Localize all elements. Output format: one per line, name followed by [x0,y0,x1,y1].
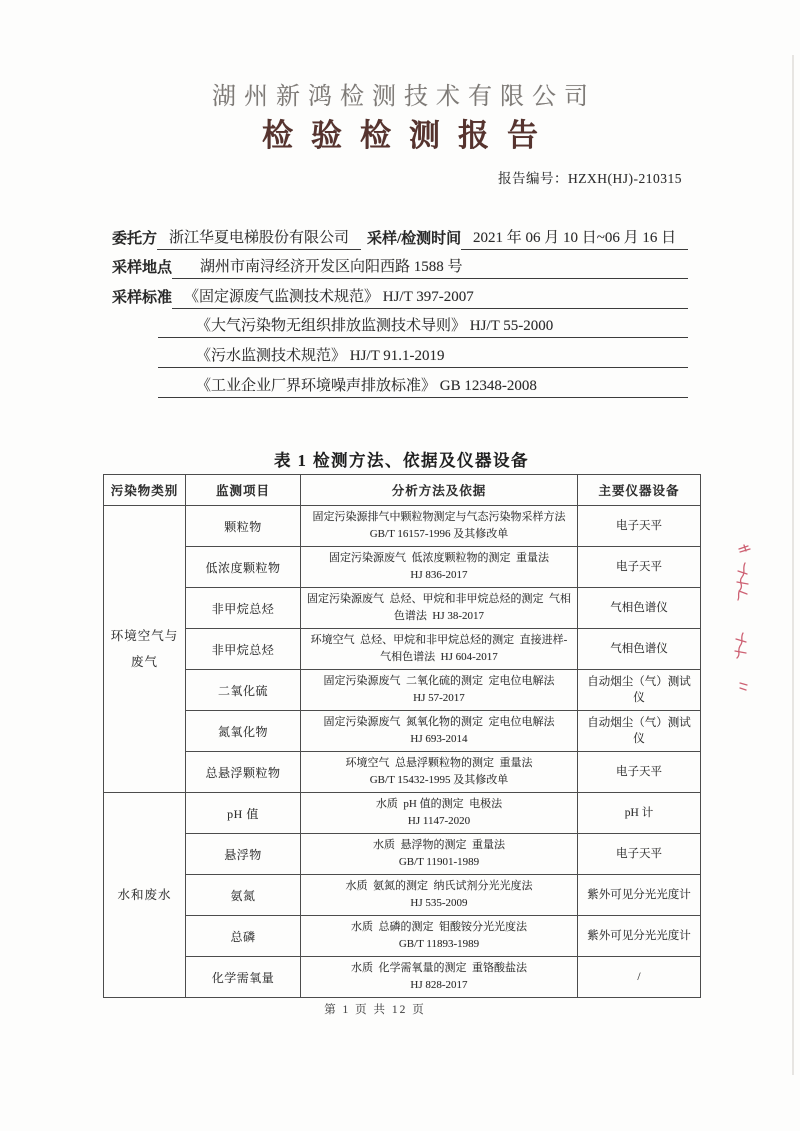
method-line-1: 固定污染源废气 氮氧化物的测定 定电位电解法 [323,715,555,728]
method-line-2: 气相色谱法 HJ 604-2017 [380,651,498,663]
col-header-pollutant-category: 污染物类别 [104,475,186,506]
client-label: 委托方 [112,230,158,247]
sampling-standard-4: 《工业企业厂界环境噪声排放标准》 GB 12348-2008 [158,374,688,398]
table-row [104,957,701,998]
method-line-1: 环境空气 总烃、甲烷和非甲烷总烃的测定 直接进样- [310,633,568,646]
method-cell [301,629,578,670]
item-cell: 氮氧化物 [186,711,301,752]
method-line-2: GB/T 16157-1996 及其修改单 [369,528,509,540]
method-cell [301,711,578,752]
item-cell: 非甲烷总烃 [186,588,301,629]
method-line-1: 固定污染源废气 二氧化硫的测定 定电位电解法 [323,674,555,687]
item-cell: 低浓度颗粒物 [186,547,301,588]
item-cell: 非甲烷总烃 [186,629,301,670]
method-line-1: 环境空气 总悬浮颗粒物的测定 重量法 [345,756,533,769]
item-cell: pH 值 [186,793,301,834]
table-row [104,793,701,834]
instrument-cell: 自动烟尘（气）测试仪 [578,670,701,711]
method-cell [301,670,578,711]
info-row-client-time [112,220,688,250]
table-row [104,752,701,793]
item-cell: 二氧化硫 [186,670,301,711]
table-row [104,834,701,875]
instrument-cell: 气相色谱仪 [578,588,701,629]
report-title: 检验检测报告 [262,118,556,153]
method-line-1: 水质 总磷的测定 钼酸铵分光光度法 [351,920,527,933]
table-row [104,629,701,670]
instrument-cell: 电子天平 [578,547,701,588]
method-line-2: HJ 535-2009 [410,897,468,909]
item-cell: 化学需氧量 [186,957,301,998]
method-line-1: 水质 悬浮物的测定 重量法 [373,838,505,851]
item-cell: 颗粒物 [186,506,301,547]
method-cell [301,547,578,588]
table-row [104,547,701,588]
table-row [104,875,701,916]
report-number-value: HZXH(HJ)-210315 [568,171,682,186]
col-header-monitoring-item: 监测项目 [186,475,301,506]
method-line-2: HJ 693-2014 [410,733,468,745]
table-row [104,588,701,629]
red-seal-mark [723,533,765,701]
instrument-cell: 自动烟尘（气）测试仪 [578,711,701,752]
method-line-1: 固定污染源废气 低浓度颗粒物的测定 重量法 [329,551,549,564]
method-cell [301,957,578,998]
category-cell: 环境空气与 废气 [104,506,186,793]
method-line-2: HJ 836-2017 [410,569,468,581]
method-cell [301,588,578,629]
report-number-label: 报告编号： [498,171,569,186]
sampling-location-value: 湖州市南浔经济开发区向阳西路 1588 号 [172,255,688,279]
method-line-2: HJ 1147-2020 [407,815,471,827]
method-line-1: 水质 pH 值的测定 电极法 [375,797,503,810]
sampling-standard-label: 采样标准 [112,289,173,306]
method-cell [301,916,578,957]
item-cell: 悬浮物 [186,834,301,875]
methods-table-body [104,506,701,998]
instrument-cell: / [578,957,701,998]
item-cell: 总悬浮颗粒物 [186,752,301,793]
method-line-2: HJ 828-2017 [410,979,468,991]
info-row-standard-1 [112,279,688,309]
instrument-cell: 气相色谱仪 [578,629,701,670]
method-line-1: 固定污染源排气中颗粒物测定与气态污染物采样方法 [312,510,566,523]
page-indicator: 第 1 页 共 12 页 [324,1004,426,1016]
methods-table-header [104,475,701,506]
method-line-2: GB/T 11893-1989 [398,938,480,950]
instrument-cell: 紫外可见分光光度计 [578,875,701,916]
method-line-1: 水质 氨氮的测定 纳氏试剂分光光度法 [345,879,533,892]
info-row-standard-4 [112,368,688,398]
method-line-1: 固定污染源废气 总烃、甲烷和非甲烷总烃的测定 气相 [307,592,571,605]
header-row [104,475,701,506]
sampling-standard-1: 《固定源废气监测技术规范》 HJ/T 397-2007 [172,285,688,309]
col-header-main-instrument: 主要仪器设备 [578,475,701,506]
table-row [104,916,701,957]
table-row [104,670,701,711]
method-cell [301,875,578,916]
method-line-2: GB/T 11901-1989 [398,856,480,868]
sampling-location-label: 采样地点 [112,260,173,277]
item-cell: 总磷 [186,916,301,957]
method-cell [301,506,578,547]
method-cell [301,834,578,875]
table-title: 表 1 检测方法、依据及仪器设备 [274,451,529,470]
info-row-standard-3 [112,338,688,368]
sampling-standard-3: 《污水监测技术规范》 HJ/T 91.1-2019 [158,344,688,368]
report-info [112,220,688,398]
instrument-cell: 紫外可见分光光度计 [578,916,701,957]
sampling-standard-2: 《大气污染物无组织排放监测技术导则》 HJ/T 55-2000 [158,314,688,338]
instrument-cell: 电子天平 [578,506,701,547]
method-line-2: 色谱法 HJ 38-2017 [393,610,485,622]
report-number [498,167,682,187]
method-line-2: HJ 57-2017 [413,692,465,704]
col-header-analysis-method: 分析方法及依据 [301,475,578,506]
info-row-standard-2 [112,309,688,339]
table-row [104,711,701,752]
method-cell [301,752,578,793]
client-value: 浙江华夏电梯股份有限公司 [157,226,361,250]
instrument-cell: pH 计 [578,793,701,834]
instrument-cell: 电子天平 [578,752,701,793]
info-row-location [112,250,688,280]
category-cell: 水和废水 [104,793,186,998]
instrument-cell: 电子天平 [578,834,701,875]
table-row [104,506,701,547]
method-line-1: 水质 化学需氧量的测定 重铬酸盐法 [351,961,527,974]
item-cell: 氨氮 [186,875,301,916]
sampling-time-value: 2021 年 06 月 10 日~06 月 16 日 [461,226,688,250]
methods-table [103,474,701,998]
company-name: 湖州新鸿检测技术有限公司 [212,84,596,110]
method-cell [301,793,578,834]
sampling-time-label: 采样/检测时间 [367,230,462,247]
method-line-2: GB/T 15432-1995 及其修改单 [369,774,509,786]
page-edge-line [792,55,794,1075]
